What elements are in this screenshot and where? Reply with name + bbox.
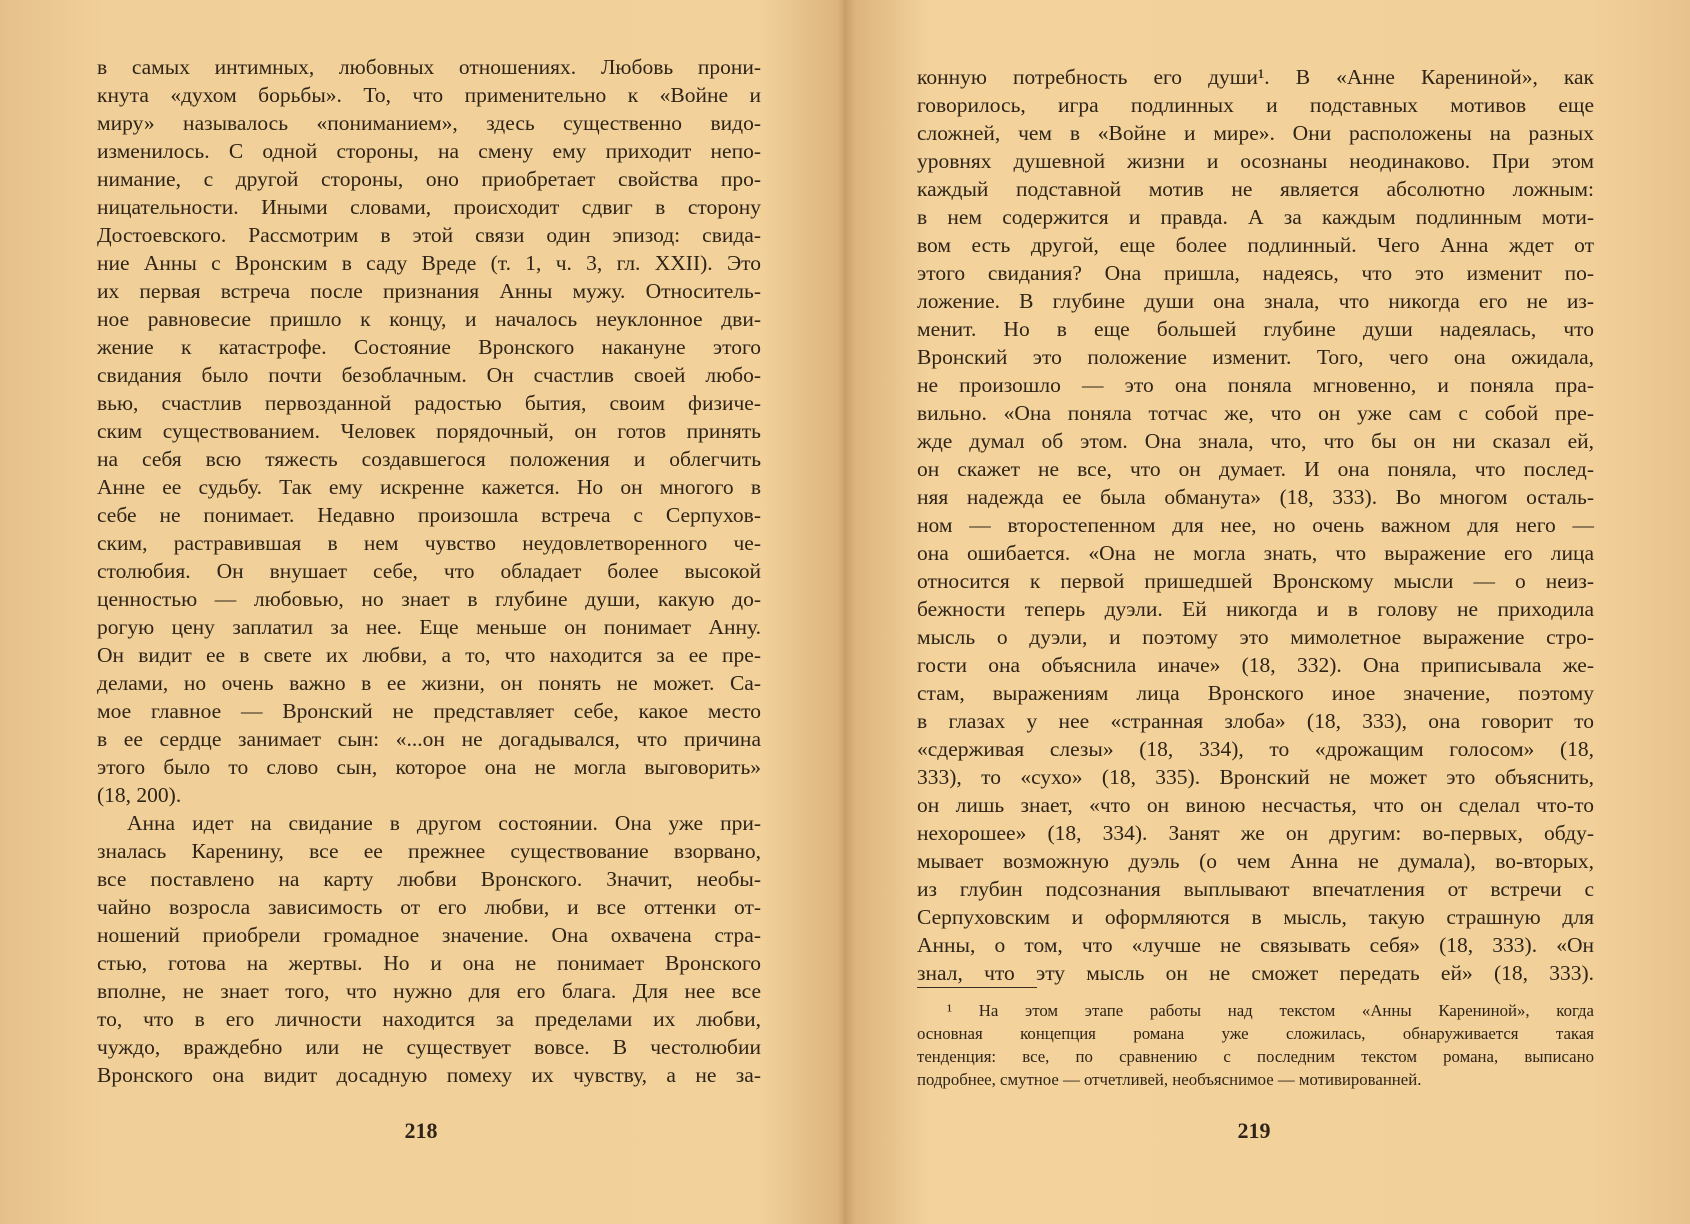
body-text-line: зналась Каренину, все ее прежнее существование взорвано, [97,839,761,863]
body-text-line: ложение. В глубине души она знала, что никогда его не из- [917,289,1594,313]
body-text-line: 333), то «сухо» (18, 335). Вронский не может это объяснить, [917,765,1594,789]
body-text-line: жение к катастрофе. Состояние Вронского накануне этого [97,335,761,359]
body-text-line: их первая встреча после признания Анны мужу. Относитель- [97,279,761,303]
page-number-left: 218 [404,1118,438,1143]
page-number-right: 219 [1237,1118,1271,1143]
body-text-line: чуждо, враждебно или не существует вовсе. В честолюбии [97,1035,761,1059]
body-text-line: Анны, о том, что «лучше не связывать себя» (18, 333). «Он [917,933,1594,957]
body-text-line: ное равновесие пришло к концу, и началось неуклонное дви- [97,307,761,331]
body-text-line: сложней, чем в «Войне и мире». Они расположены на разных [917,121,1594,145]
body-text-line: в глазах у нее «странная злоба» (18, 333), она говорит то [917,709,1594,733]
body-text-line: нехорошее» (18, 334). Занят же он другим: во-первых, обду- [917,821,1594,845]
body-text-line: стью, готова на жертвы. Но и она не понимает Вронского [97,951,761,975]
body-text-line: мывает возможную дуэль (о чем Анна не думала), во-вторых, [917,849,1594,873]
footnote-line: основная концепция романа уже сложилась, обнаруживается такая [917,1024,1594,1043]
body-text-line: Вронский это положение изменит. Того, чего она ожидала, [917,345,1594,369]
body-text-line: этого было то слово сын, которое она не могла выговорить» [97,755,761,779]
body-text-line: вью, счастлив первозданной радостью бытия, своим физиче- [97,391,761,415]
body-text-line: знал, что эту мысль он не сможет передать ей» (18, 333). [917,961,1594,985]
body-text-line: делами, но очень важно в ее жизни, он понять не может. Са- [97,671,761,695]
body-text-line: в нем содержится и правда. А за каждым подлинным моти- [917,205,1594,229]
body-text-line: он лишь знает, «что он виною несчастья, что он сделал что-то [917,793,1594,817]
body-text-line: вом есть другой, еще более подлинный. Чего Анна ждет от [917,233,1594,257]
body-text-line: ношений приобрели громадное значение. Она охвачена стра- [97,923,761,947]
body-text-line: гости она объяснила иначе» (18, 332). Она приписывала же- [917,653,1594,677]
body-text-line: свидания было почти безоблачным. Он счастлив своей любо- [97,363,761,387]
body-text-line: Достоевского. Рассмотрим в этой связи один эпизод: свида- [97,223,761,247]
right-page [850,0,1690,1224]
footnote-line: подробнее, смутное — отчетливей, необъяснимое — мотивированней. [917,1070,1422,1089]
body-text-line: Вронского она видит досадную помеху их чувству, а не за- [97,1063,761,1087]
body-text-line: изменилось. С одной стороны, на смену ему приходит непо- [97,139,761,163]
body-text-line: нимание, с другой стороны, оно приобретает свойства про- [97,167,761,191]
body-text-line: бежности теперь дуэли. Ей никогда и в голову не приходила [917,597,1594,621]
body-text-line: (18, 200). [97,783,182,807]
body-text-line: ским существованием. Человек порядочный, он готов принять [97,419,761,443]
body-text-line: ценностью — любовью, но знает в глубине души, какую до- [97,587,761,611]
body-text-line: она ошибается. «Она не могла знать, что выражение его лица [917,541,1594,565]
body-text-line: он скажет не все, что он думает. И она поняла, что послед- [917,457,1594,481]
body-text-line: мое главное — Вронский не представляет себе, какое место [97,699,761,723]
body-text-line: все поставлено на карту любви Вронского. Значит, необы- [97,867,761,891]
body-text-line: Он видит ее в свете их любви, а то, что находится за ее пре- [97,643,761,667]
footnote-divider [917,987,1037,988]
body-text-line: в самых интимных, любовных отношениях. Любовь прони- [97,55,761,79]
body-text-line: из глубин подсознания выплывают впечатления от встречи с [917,877,1594,901]
body-text-line: говорилось, игра подлинных и подставных мотивов еще [917,93,1594,117]
body-text-line: ном — второстепенном для нее, но очень важном для него — [917,513,1594,537]
body-text-line: ницательности. Иными словами, происходит сдвиг в сторону [97,195,761,219]
body-text-line: Анне ее судьбу. Так ему искренне кажется. Но он многого в [97,475,761,499]
footnote-line: тенденция: все, по сравнению с последним текстом романа, выписано [917,1047,1594,1066]
body-text-line: относится к первой пришедшей Вронскому мысли — о неиз- [917,569,1594,593]
body-text-line: на себя всю тяжесть создавшегося положения и облегчить [97,447,761,471]
body-text-line: то, что в его личности находится за пределами их любви, [97,1007,761,1031]
body-text-line: не произошло — это она поняла мгновенно, и поняла пра- [917,373,1594,397]
footnote-line: ¹ На этом этапе работы над текстом «Анны Карениной», когда [947,1001,1594,1020]
body-text-line: себе не понимает. Недавно произошла встреча с Серпухов- [97,503,761,527]
body-text-line: «сдерживая слезы» (18, 334), то «дрожащим голосом» (18, [917,737,1594,761]
paragraph-first-line: Анна идет на свидание в другом состоянии. Она уже при- [127,811,761,835]
body-text-line: менит. Но в еще большей глубине души надеялась, что [917,317,1594,341]
body-text-line: вильно. «Она поняла тотчас же, что он уже сам с собой пре- [917,401,1594,425]
body-text-line: ние Анны с Вронским в саду Вреде (т. 1, ч. 3, гл. XXII). Это [97,251,761,275]
body-text-line: в ее сердце занимает сын: «...он не догадывался, что причина [97,727,761,751]
body-text-line: Серпуховским и оформляются в мысль, такую страшную для [917,905,1594,929]
body-text-line: вполне, не знает того, что нужно для его блага. Для нее все [97,979,761,1003]
body-text-line: конную потребность его души¹. В «Анне Карениной», как [917,65,1594,89]
body-text-line: чайно возросла зависимость от его любви, и все оттенки от- [97,895,761,919]
body-text-line: уровнях душевной жизни и осознаны неодинаково. При этом [917,149,1594,173]
left-page [0,0,840,1224]
body-text-line: кнута «духом борьбы». То, что применительно к «Войне и [97,83,761,107]
body-text-line: жде думал об этом. Она знала, что, что бы он ни сказал ей, [917,429,1594,453]
body-text-line: рогую цену заплатил за нее. Еще меньше он понимает Анну. [97,615,761,639]
body-text-line: стам, выражениям лица Вронского иное значение, поэтому [917,681,1594,705]
body-text-line: миру» называлось «пониманием», здесь существенно видо- [97,111,761,135]
body-text-line: ским, растравившая в нем чувство неудовлетворенного че- [97,531,761,555]
body-text-line: каждый подставной мотив не является абсолютно ложным: [917,177,1594,201]
body-text-line: мысль о дуэли, и поэтому это мимолетное выражение стро- [917,625,1594,649]
body-text-line: этого свидания? Она пришла, надеясь, что это изменит по- [917,261,1594,285]
body-text-line: столюбия. Он внушает себе, что обладает более высокой [97,559,761,583]
body-text-line: няя надежда ее была обманута» (18, 333). Во многом осталь- [917,485,1594,509]
